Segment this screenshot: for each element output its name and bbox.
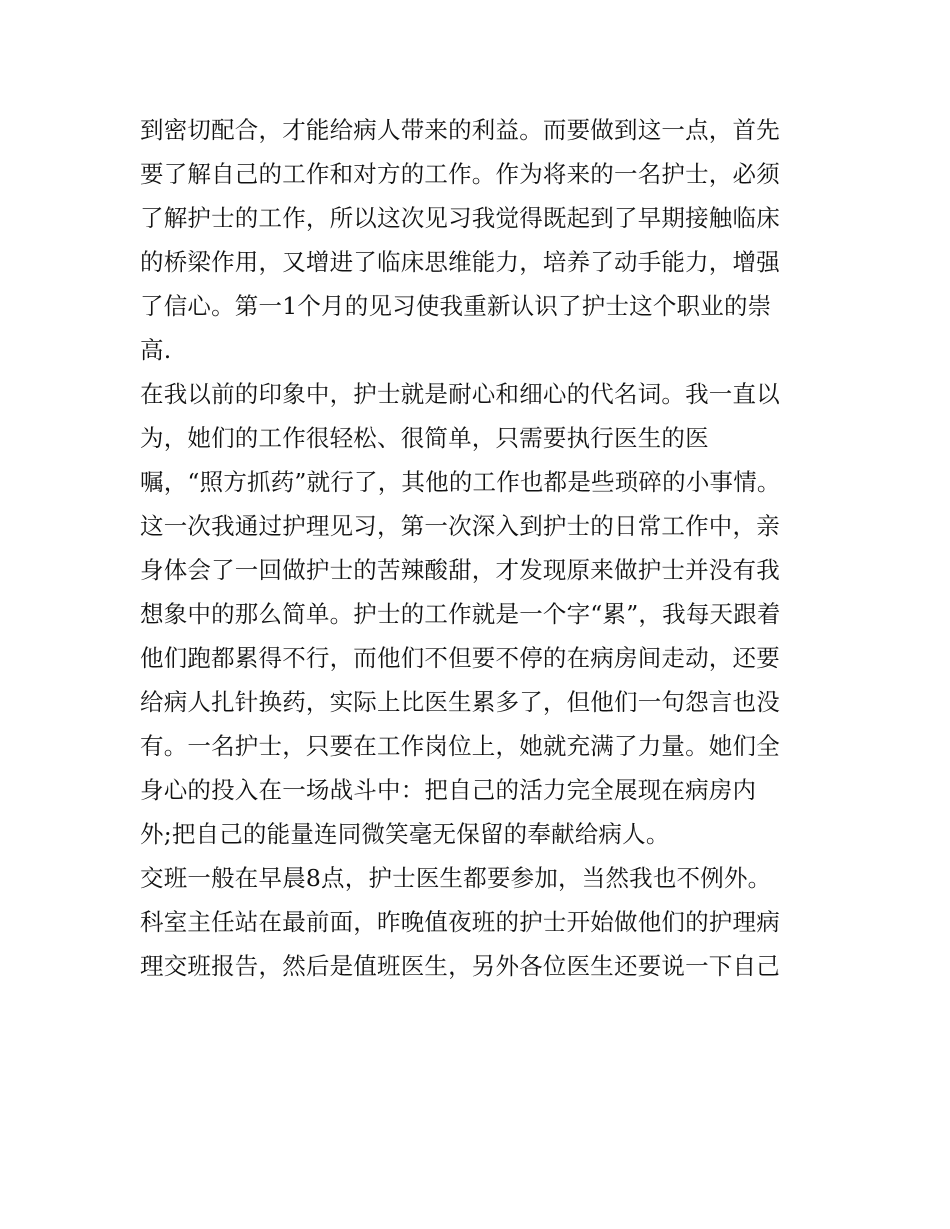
document-body xyxy=(140,108,820,988)
text-line: 为，她们的工作很轻松、很简单，只需要执行医生的医 xyxy=(140,424,709,452)
text-line: 的桥梁作用，又增进了临床思维能力，培养了动手能力，增强 xyxy=(140,248,780,276)
text-line: 科室主任站在最前面，昨晚值夜班的护士开始做他们的护理病 xyxy=(140,908,780,936)
text-line: 了信心。第一1个月的见习使我重新认识了护士这个职业的崇 xyxy=(140,292,772,320)
text-line: 了解护士的工作，所以这次见习我觉得既起到了早期接触临床 xyxy=(140,204,780,232)
text-line: 有。一名护士，只要在工作岗位上，她就充满了力量。她们全 xyxy=(140,732,780,760)
text-line: 嘱，“照方抓药”就行了，其他的工作也都是些琐碎的小事情。 xyxy=(140,468,781,496)
text-line: 在我以前的印象中，护士就是耐心和细心的代名词。我一直以 xyxy=(140,380,780,408)
text-line: 到密切配合，才能给病人带来的利益。而要做到这一点，首先 xyxy=(140,116,780,144)
text-line: 高. xyxy=(140,336,172,364)
text-line: 想象中的那么简单。护士的工作就是一个字“累”，我每天跟着 xyxy=(140,600,781,628)
text-line: 给病人扎针换药，实际上比医生累多了，但他们一句怨言也没 xyxy=(140,688,780,716)
text-line: 他们跑都累得不行，而他们不但要不停的在病房间走动，还要 xyxy=(140,644,780,672)
text-line: 理交班报告，然后是值班医生，另外各位医生还要说一下自己 xyxy=(140,952,780,980)
text-line: 交班一般在早晨8点，护士医生都要参加，当然我也不例外。 xyxy=(140,864,772,892)
text-line: 身体会了一回做护士的苦辣酸甜，才发现原来做护士并没有我 xyxy=(140,556,780,584)
text-line: 身心的投入在一场战斗中：把自己的活力完全展现在病房内 xyxy=(140,776,757,804)
text-line: 要了解自己的工作和对方的工作。作为将来的一名护士，必须 xyxy=(140,160,780,188)
text-line: 外;把自己的能量连同微笑毫无保留的奉献给病人。 xyxy=(140,820,670,848)
text-line: 这一次我通过护理见习，第一次深入到护士的日常工作中，亲 xyxy=(140,512,780,540)
